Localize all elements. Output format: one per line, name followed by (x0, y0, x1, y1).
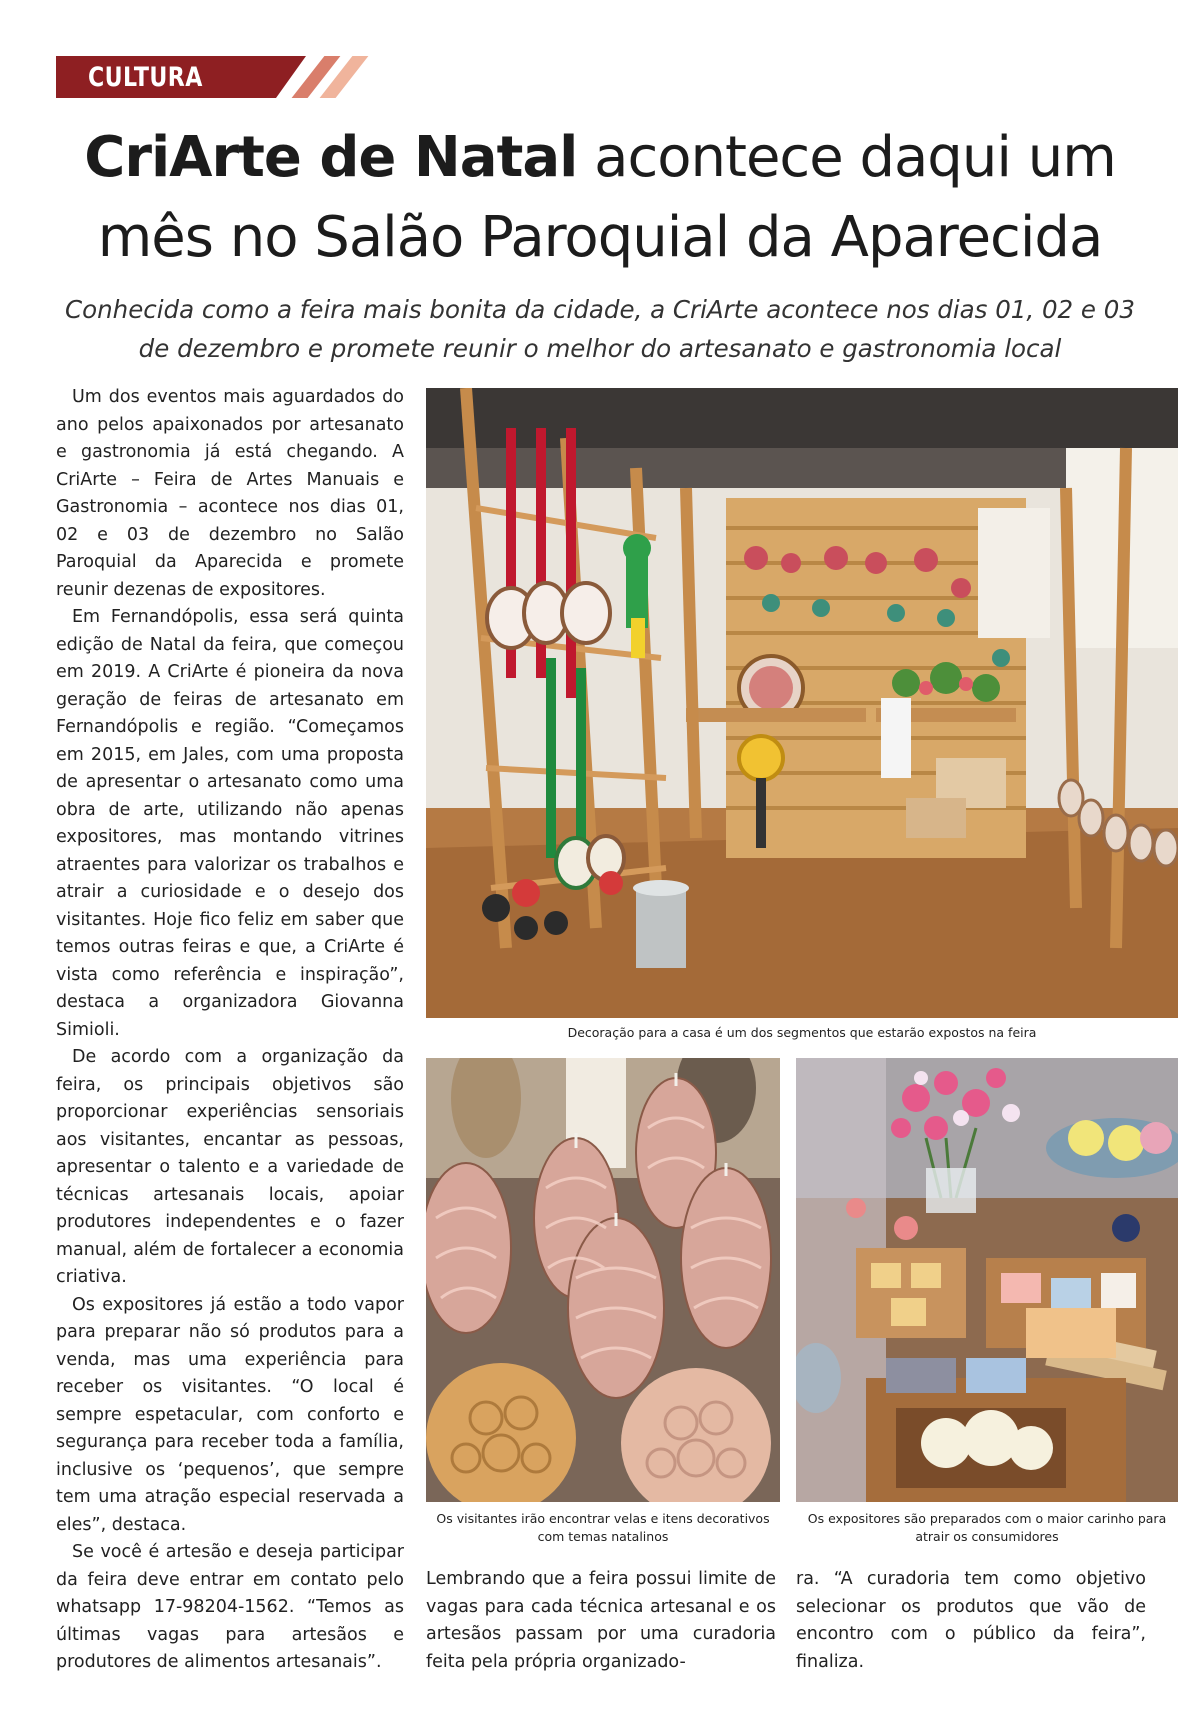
article-column-middle (426, 1566, 776, 1676)
headline (40, 118, 1160, 278)
article-column-right (796, 1566, 1146, 1676)
headline-line2: mês no Salão Paroquial da Aparecida (97, 205, 1103, 270)
photo-soaps (796, 1058, 1178, 1502)
subheadline: Conhecida como a feira mais bonita da cidade, a CriArte acontece nos dias 01, 02 e 03 de dezembro e promete reunir o melhor do artesanato e gastronomia local (65, 295, 1135, 363)
paragraph: Os expositores já estão a todo vapor para preparar não só produtos para a venda, mas uma experiência para receber os visitantes. “O local é sempre espetacular, com conforto e segurança para receber toda a família, inclusive os ‘pequenos’, que sempre tem uma atração especial reservada a eles”, destaca. (56, 1294, 404, 1535)
article-column-left (56, 384, 404, 1677)
paragraph: Um dos eventos mais aguardados do ano pelos apaixonados por artesanato e gastronomia já está chegando. A CriArte – Feira de Artes Manuais e Gastronomia – acontece nos dias 01, 02 e 03 de dezembro no Salão Paroquial da Aparecida e promete reunir dezenas de expositores. (56, 387, 404, 600)
headline-bold: CriArte de Natal (84, 125, 578, 190)
paragraph: Se você é artesão e deseja participar da feira deve entrar em contato pelo whatsapp 17-98204-1562. “Temos as últimas vagas para artesãos e produtores de alimentos artesanais”. (56, 1542, 404, 1672)
headline-rest: acontece daqui um (577, 125, 1116, 190)
photo-caption: Os visitantes irão encontrar velas e itens decorativos com temas natalinos (436, 1511, 770, 1544)
photo-craft-booth (426, 388, 1178, 1018)
paragraph: Em Fernandópolis, essa será quinta edição de Natal da feira, que começou em 2019. A CriArte é pioneira da nova geração de feiras de artesanato em Fernandópolis e região. “Começamos em 2015, em Jales, com uma proposta de apresentar o artesanato como uma obra de arte, utilizando não apenas expositores, mas montando vitrines atraentes para valorizar os trabalhos e atrair a curiosidade e o desejo dos visitantes. Hoje fico feliz em saber que temos outras feiras e que, a CriArte é vista como referência e inspiração”, destaca a organizadora Giovanna Simioli. (56, 607, 404, 1040)
photo-candles (426, 1058, 780, 1502)
paragraph: ra. “A curadoria tem como objetivo selecionar os produtos que vão de encontro com o público da feira”, finaliza. (796, 1569, 1146, 1672)
paragraph: De acordo com a organização da feira, os principais objetivos são proporcionar experiências sensoriais aos visitantes, encantar as pessoas, apresentar o talento e a variedade de técnicas artesanais locais, apoiar produtores independentes e o fazer manual, além de fortalecer a economia criativa. (56, 1047, 404, 1287)
photo-caption: Os expositores são preparados com o maior carinho para atrair os consumidores (807, 1511, 1167, 1544)
paragraph: Lembrando que a feira possui limite de vagas para cada técnica artesanal e os artesãos passam por uma curadoria feita pela própria organizado- (426, 1569, 776, 1672)
section-label: CULTURA (88, 62, 203, 93)
photo-caption: Decoração para a casa é um dos segmentos que estarão expostos na feira (567, 1025, 1037, 1040)
section-tag (56, 56, 306, 98)
